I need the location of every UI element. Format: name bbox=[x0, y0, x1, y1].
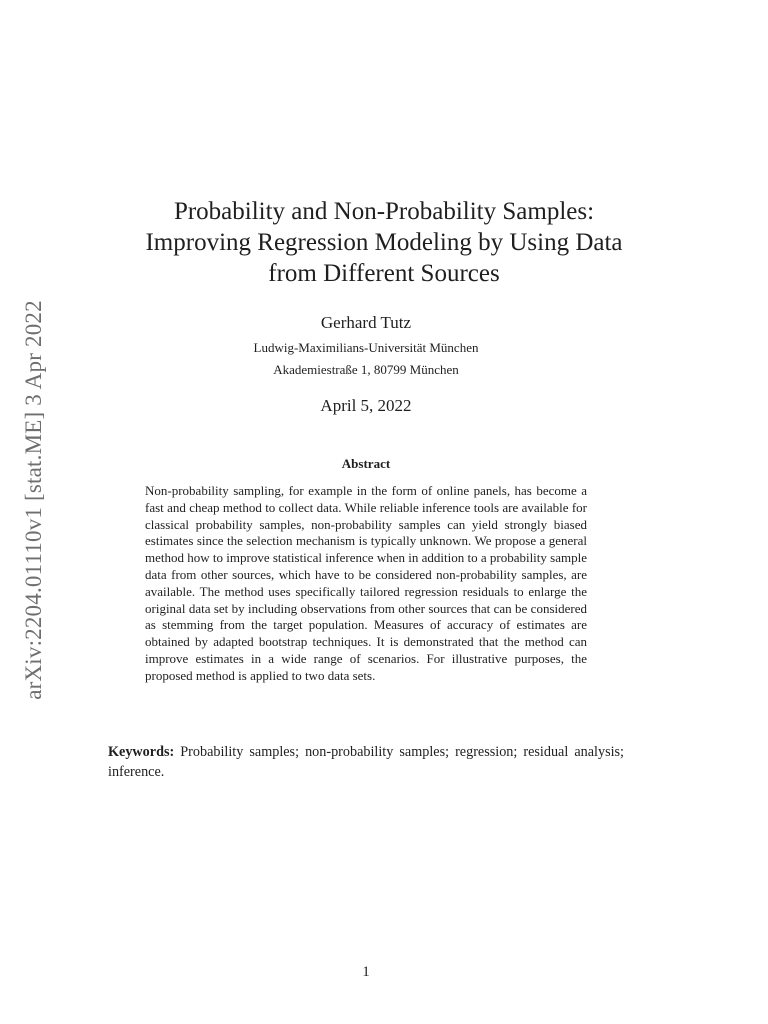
affiliation-institution: Ludwig-Maximilians-Universität München bbox=[253, 340, 479, 355]
keywords-label: Keywords: bbox=[108, 744, 175, 760]
title-line: from Different Sources bbox=[268, 260, 500, 287]
abstract-heading: Abstract bbox=[341, 456, 391, 471]
affiliation-address: Akademiestraße 1, 80799 München bbox=[273, 362, 459, 377]
keywords-text: Probability samples; non-probability samples; regression; residual analysis; inference. bbox=[108, 744, 625, 780]
page-number: 1 bbox=[362, 964, 370, 980]
paper-title bbox=[0, 196, 768, 289]
abstract-text: Non-probability sampling, for example in the form of online panels, has become a fast and cheap method to collect data. While reliable inference tools are available for classical probability samples, non-probability samples can yield strongly biased estimates since the selection mechanism is typically unknown. We propose a general method how to improve statistical inference when in addition to a probability sample data from other sources, which have to be considered non-probability samples, are available. The method uses specifically tailored regression residuals to enlarge the original data set by including observations from other sources that can be considered as stemming from the target population. Measures of accuracy of estimates are obtained by adapted bootstrap techniques. It is demonstrated that the method can improve estimates in a wide range of scenarios. For illustrative purposes, the proposed method is applied to two data sets. bbox=[145, 483, 587, 683]
title-line: Improving Regression Modeling by Using Data bbox=[145, 229, 623, 256]
publication-date: April 5, 2022 bbox=[320, 396, 412, 415]
author-name: Gerhard Tutz bbox=[320, 313, 412, 332]
title-line: Probability and Non-Probability Samples: bbox=[173, 198, 595, 225]
keywords-section bbox=[108, 742, 624, 782]
arxiv-identifier-stamp: arXiv:2204.01110v1 [stat.ME] 3 Apr 2022 bbox=[21, 300, 46, 700]
